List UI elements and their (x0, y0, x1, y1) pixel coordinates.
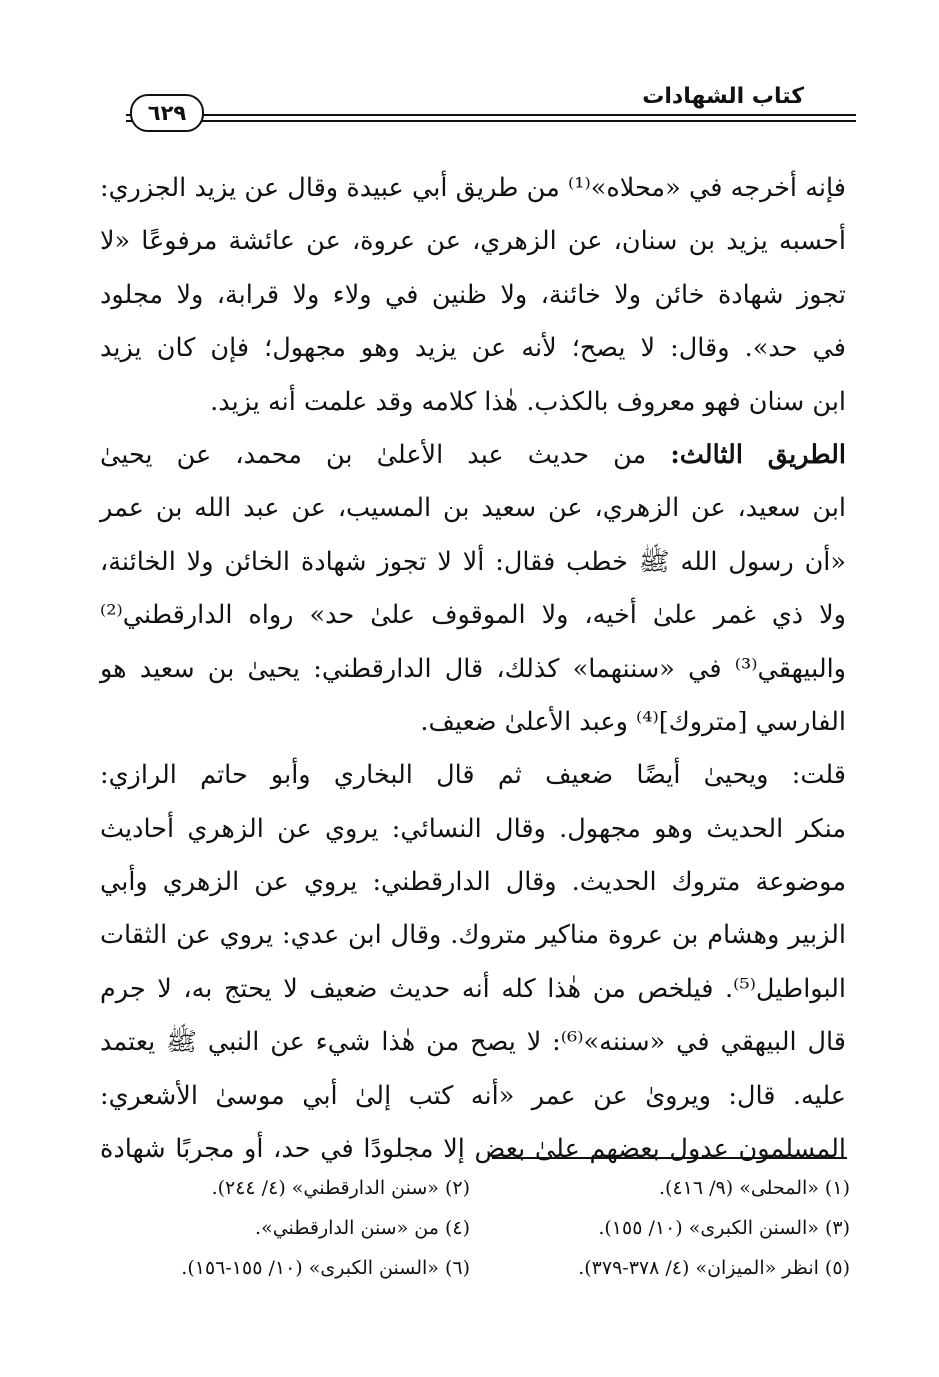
text-line: أحسبه يزيد بن سنان، عن الزهري، عن عروة، عن عائشة مرفوعًا «لا (100, 226, 846, 257)
main-text (100, 162, 846, 1176)
header-rule-bottom (126, 120, 856, 122)
footnote-row (90, 1168, 850, 1208)
text-line: عليه. قال: ويروىٰ عن عمر «أنه كتب إلىٰ أبي موسىٰ الأشعري: (100, 1080, 846, 1111)
text-line: فإنه أخرجه في «محلاه»⁽¹⁾ من طريق أبي عبيدة وقال عن يزيد الجزري: (100, 173, 846, 203)
text-line: ابن سعيد، عن الزهري، عن سعيد بن المسيب، عن عبد الله بن عمر (100, 493, 846, 524)
footnote-separator (492, 1157, 847, 1159)
header-rule-top (126, 114, 856, 116)
footnote-2: (٢) «سنن الدارقطني» (٤/ ٢٤٤). (211, 1177, 470, 1199)
text-line: موضوعة متروك الحديث. وقال الدارقطني: يروي عن الزهري وأبي (100, 867, 846, 898)
third-path-heading-line (100, 429, 846, 482)
text-line: منكر الحديث وهو مجهول. وقال النسائي: يروي عن الزهري أحاديث (100, 813, 846, 844)
text-line: المسلمون عدول بعضهم علىٰ بعض إلا مجلودًا في حد، أو مجربًا شهادة (100, 1134, 846, 1165)
footnotes (90, 1168, 850, 1288)
footnote-row (90, 1248, 850, 1288)
text-line: في حد». وقال: لا يصح؛ لأنه عن يزيد وهو مجهول؛ فإن كان يزيد (100, 333, 846, 364)
text-line: والبيهقي⁽³⁾ في «سننهما» كذلك، قال الدارقطني: يحيىٰ بن سعيد هو (100, 653, 846, 684)
third-path-first-line: من حديث عبد الأعلىٰ بن محمد، عن يحيىٰ (100, 439, 671, 470)
page-number: ٦٢٩ (130, 94, 204, 132)
footnote-5: (٥) انظر «الميزان» (٤/ ٣٧٨-٣٧٩). (578, 1257, 850, 1279)
text-line: قلت: ويحيىٰ أيضًا ضعيف ثم قال البخاري وأبو حاتم الرازي: (100, 760, 846, 791)
text-line: قال البيهقي في «سننه»⁽⁶⁾: لا يصح من هٰذا شيء عن النبي ﷺ يعتمد (100, 1027, 846, 1058)
text-line: ابن سنان فهو معروف بالكذب. هٰذا كلامه وقد علمت أنه يزيد. (210, 386, 846, 417)
footnote-6: (٦) «السنن الكبرى» (١٠/ ١٥٥-١٥٦). (181, 1257, 470, 1279)
page-header (96, 80, 856, 132)
footnote-1: (١) «المحلى» (٩/ ٤١٦). (659, 1177, 850, 1199)
footnote-4: (٤) من «سنن الدارقطني». (255, 1217, 470, 1239)
text-line: الزبير وهشام بن عروة مناكير متروك. وقال ابن عدي: يروي عن الثقات (100, 920, 846, 951)
chapter-title: كتاب الشهادات (642, 84, 804, 109)
footnote-row (90, 1208, 850, 1248)
text-line: ولا ذي غمر علىٰ أخيه، ولا الموقوف علىٰ حد» رواه الدارقطني⁽²⁾ (100, 600, 846, 631)
footnote-3: (٣) «السنن الكبرى» (١٠/ ١٥٥). (598, 1217, 850, 1239)
text-line: تجوز شهادة خائن ولا خائنة، ولا ظنين في ولاء ولا قرابة، ولا مجلود (100, 279, 846, 310)
text-line: الفارسي [متروك]⁽⁴⁾ وعبد الأعلىٰ ضعيف. (420, 706, 846, 737)
text-line: «أن رسول الله ﷺ خطب فقال: ألا لا تجوز شهادة الخائن ولا الخائنة، (100, 546, 846, 577)
third-path-label: الطريق الثالث: (670, 439, 847, 470)
text-line: البواطيل⁽⁵⁾. فيلخص من هٰذا كله أنه حديث ضعيف لا يحتج به، لا جرم (100, 973, 846, 1004)
